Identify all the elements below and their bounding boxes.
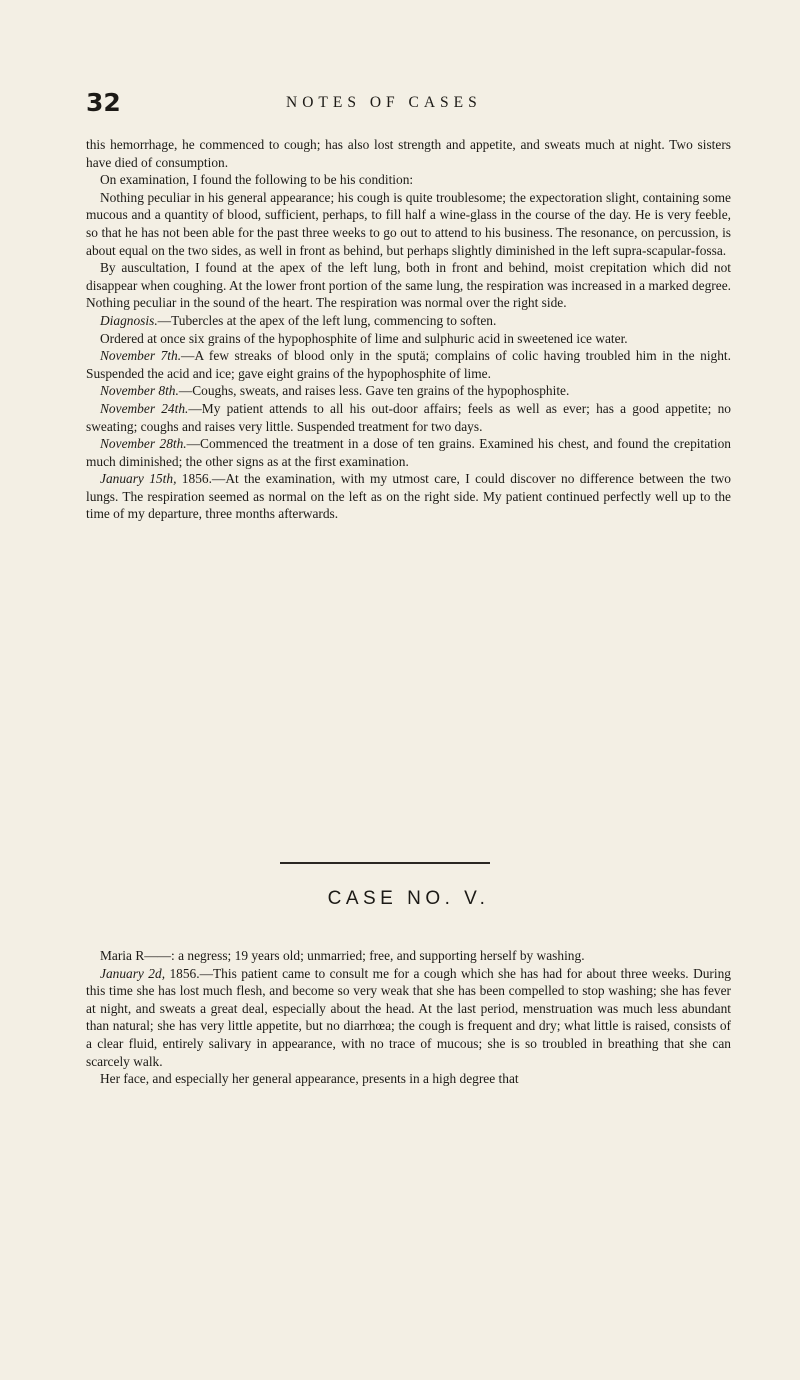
section-divider <box>280 862 490 864</box>
paragraph <box>86 312 731 330</box>
running-head: NOTES OF CASES <box>286 94 482 111</box>
paragraph-text: this hemorrhage, he commenced to cough; has also lost strength and appetite, and sweats much at night. Two sisters have died of consumption. <box>86 137 731 170</box>
paragraph-text: —Tubercles at the apex of the left lung, commencing to soften. <box>157 312 497 328</box>
paragraph-text: On examination, I found the following to be his condition: <box>100 172 414 188</box>
paragraph <box>86 947 731 965</box>
paragraph <box>86 171 731 189</box>
paragraph-text: Ordered at once six grains of the hypophosphite of lime and sulphuric acid in sweetened ice water. <box>100 330 628 346</box>
paragraph <box>86 259 731 312</box>
case-heading: CASE NO. V. <box>327 888 490 909</box>
paragraph-text: 1856.—At the examination, with my utmost care, I could discover no difference between the two lungs. The respiration seemed as normal on the left as on the right side. My patient continued perfectly well up to the time of my departure, three months afterwards. <box>86 471 731 522</box>
paragraph <box>86 965 731 1071</box>
paragraph <box>86 470 731 523</box>
paragraph-text: Maria R——: a negress; 19 years old; unmarried; free, and supporting herself by washing. <box>100 948 585 963</box>
paragraph <box>86 382 731 400</box>
entry-date-label: January 15th, <box>100 471 177 487</box>
case-five-text <box>86 947 731 1088</box>
entry-date-label: November 24th. <box>100 400 189 416</box>
entry-date-label: November 7th. <box>100 348 182 364</box>
paragraph-text: —Coughs, sweats, and raises less. Gave ten grains of the hypophosphite. <box>178 383 570 399</box>
case-notes-text <box>86 136 731 523</box>
paragraph <box>86 400 731 435</box>
paragraph <box>86 330 731 348</box>
paragraph-text: —Commenced the treatment in a dose of ten grains. Examined his chest, and found the crepitation much diminished; the other signs as at the first examination. <box>86 436 731 469</box>
entry-date-label: January 2d, <box>100 965 166 981</box>
paragraph <box>86 136 731 171</box>
page-header <box>86 88 726 128</box>
page-number: 32 <box>86 88 121 117</box>
paragraph <box>86 189 731 259</box>
entry-date-label: Diagnosis. <box>100 312 158 328</box>
paragraph-text: Nothing peculiar in his general appearance; his cough is quite troublesome; the expectoration slight, containing some mucous and a quantity of blood, sufficient, perhaps, to fill half a wine-glass in the course of the day. He is very feeble, so that he has not been able for the past three weeks to go out to attend to his business. The resonance, on percussion, is about equal on the two sides, as well in front as behind, but perhaps slightly diminished in the left supra-scapular-fossa. <box>86 189 731 258</box>
paragraph-text: —My patient attends to all his out-door affairs; feels as well as ever; has a good appetite; no sweating; coughs and raises very little. Suspended treatment for two days. <box>86 400 731 434</box>
entry-date-label: November 28th. <box>100 436 187 452</box>
paragraph-text: By auscultation, I found at the apex of the left lung, both in front and behind, moist crepitation which did not disappear when coughing. At the lower front portion of the same lung, the respiration was increased in a marked degree. Nothing peculiar in the sound of the heart. The respiration was normal over the right side. <box>86 260 731 311</box>
paragraph <box>86 435 731 470</box>
paragraph-text: Her face, and especially her general appearance, presents in a high degree that <box>100 1071 519 1087</box>
entry-date-label: November 8th. <box>100 383 179 399</box>
paragraph <box>86 347 731 382</box>
paragraph <box>86 1070 731 1088</box>
paragraph-text: 1856.—This patient came to consult me for a cough which she has had for about three weeks. During this time she has lost much flesh, and become so very weak that she has been compelled to stop washing; she has fever at night, and sweats a great deal, especially about the head. At the last period, menstruation was much less abundant than natural; she has very little appetite, but no diarrhœa; the cough is frequent and dry; what little is raised, consists of a clear fluid, entirely salivary in appearance, with no trace of mucous; she is so troubled in breathing that she can scarcely walk. <box>86 965 732 1069</box>
paragraph-text: —A few streaks of blood only in the sputä; complains of colic having troubled him in the night. Suspended the acid and ice; gave eight grains of the hypophosphite of lime. <box>86 348 731 381</box>
